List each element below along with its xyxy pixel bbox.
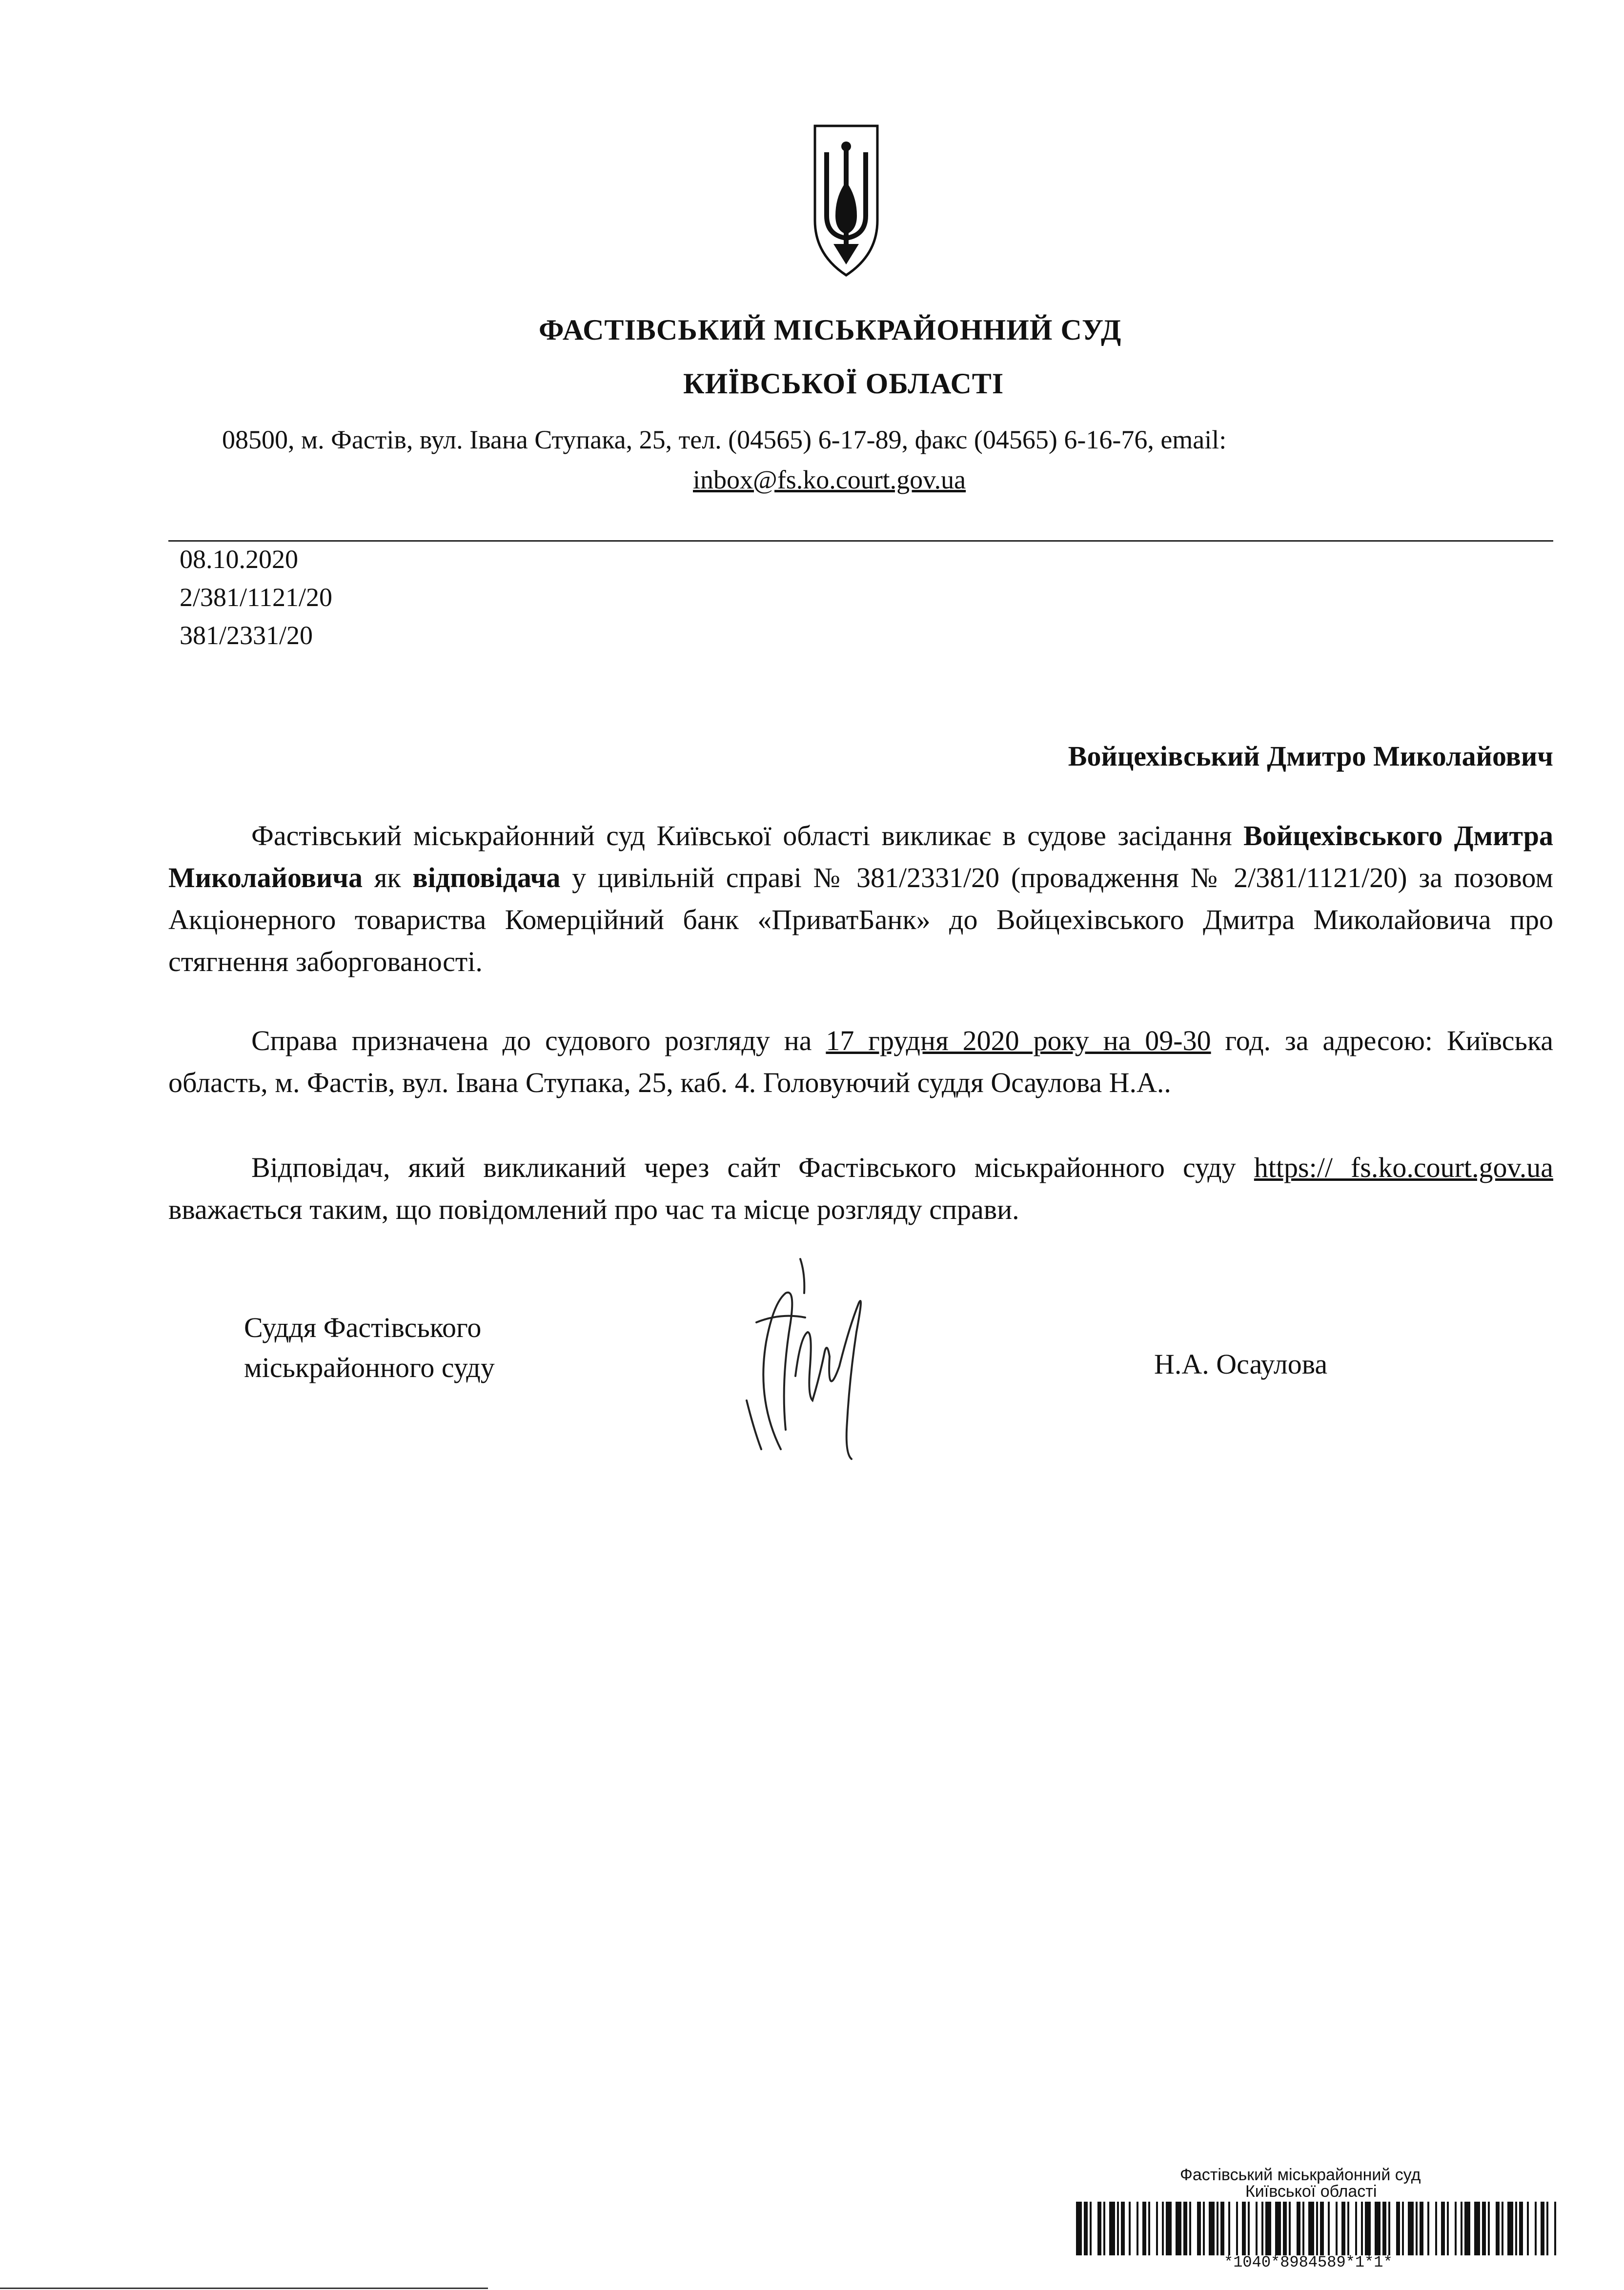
court-website-link[interactable]: https:// fs.ko.court.gov.ua bbox=[1254, 1152, 1553, 1183]
defendant-name: Войцехівського Дмитра Миколайовича bbox=[168, 820, 1553, 893]
court-email-link[interactable]: inbox@fs.ko.court.gov.ua bbox=[693, 465, 966, 494]
defendant-role: відповідача bbox=[412, 862, 561, 893]
header-divider bbox=[168, 540, 1553, 542]
barcode-number: *1040*8984589*1*1* bbox=[1224, 2253, 1393, 2271]
page-bottom-rule bbox=[0, 2288, 488, 2289]
handwritten-signature bbox=[727, 1254, 883, 1469]
p2-end: год. за адресою: Київська область, м. Фастів, вул. Івана Ступака, 25, каб. 4. Головуючий суддя Осаулова Н.А.. bbox=[168, 1025, 1554, 1098]
p1-end: у цивільній справі № 381/2331/20 (провадження № 2/381/1121/20) за позовом Акціонерного товариства Комерційний банк «ПриватБанк» до Войцехівського Дмитра Миколайовича про стягнення заборгованості. bbox=[168, 862, 1553, 977]
p3-end: вважається таким, що повідомлений про час та місце розгляду справи. bbox=[168, 1194, 1019, 1225]
barcode-icon bbox=[1076, 2202, 1559, 2255]
court-name-line1: ФАСТІВСЬКИЙ МІСЬКРАЙОННИЙ СУД bbox=[539, 314, 1122, 346]
judge-title-line1: Суддя Фастівського bbox=[244, 1312, 482, 1343]
court-address: 08500, м. Фастів, вул. Івана Ступака, 25, тел. (04565) 6-17-89, факс (04565) 6-16-76, email: bbox=[222, 425, 1227, 454]
addressee-name: Войцехівський Дмитро Миколайович bbox=[1068, 740, 1553, 772]
stamp-region: Київської області bbox=[1245, 2182, 1377, 2201]
proceeding-number: 2/381/1121/20 bbox=[180, 583, 333, 612]
case-number: 381/2331/20 bbox=[180, 621, 313, 650]
summons-paragraph bbox=[168, 815, 1553, 983]
hearing-datetime: 17 грудня 2020 року на 09-30 bbox=[826, 1025, 1211, 1056]
court-name-line2: КИЇВСЬКОЇ ОБЛАСТІ bbox=[683, 367, 1004, 400]
notice-paragraph bbox=[168, 1147, 1553, 1231]
p1-start: Фастівський міськрайонний суд Київської області викликає в судове засідання bbox=[251, 820, 1244, 851]
stamp-court-name: Фастівський міськрайонний суд bbox=[1180, 2166, 1421, 2184]
p1-mid: як bbox=[363, 862, 413, 893]
hearing-paragraph bbox=[168, 1020, 1553, 1104]
document-date: 08.10.2020 bbox=[180, 545, 298, 574]
judge-name: Н.А. Осаулова bbox=[1154, 1348, 1328, 1380]
judge-title-line2: міськрайонного суду bbox=[244, 1352, 495, 1383]
p2-start: Справа призначена до судового розгляду на bbox=[251, 1025, 826, 1056]
p3-start: Відповідач, який викликаний через сайт Фастівського міськрайонного суду bbox=[251, 1152, 1254, 1183]
coat-of-arms-icon bbox=[812, 123, 880, 279]
